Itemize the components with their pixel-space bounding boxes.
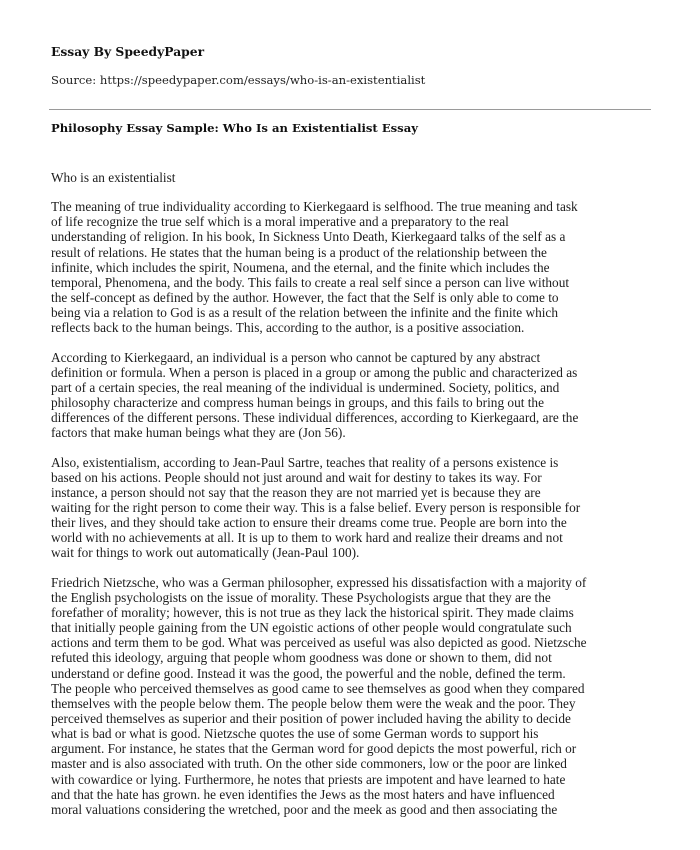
text-line: The people who perceived themselves as good came to see themselves as good when they compared (51, 680, 585, 696)
text-line: wait for things to work out automatically (Jean-Paul 100). (51, 545, 360, 561)
text-line: of life recognize the true self which is a moral imperative and a preparatory to the real (51, 214, 509, 230)
paragraph (51, 199, 657, 335)
text-line: their lives, and they should take action to ensure their dreams come true. People are born into the (51, 515, 567, 531)
text-line: temporal, Phenomena, and the body. This fails to create a real self since a person can live without (51, 274, 570, 290)
text-line: understanding of religion. In his book, In Sickness Unto Death, Kierkegaard talks of the self as a (51, 229, 566, 245)
text-line: argument. For instance, he states that the German word for good depicts the most powerful, rich or (51, 741, 577, 757)
text-line: According to Kierkegaard, an individual is a person who cannot be captured by any abstract (51, 349, 541, 365)
text-line: refuted this ideology, arguing that people whom goodness was done or shown to them, did not (51, 650, 552, 666)
text-line: definition or formula. When a person is placed in a group or among the public and characterized as (51, 364, 578, 380)
text-line: result of relations. He states that the human being is a product of the relationship between the (51, 244, 547, 260)
essay-body (51, 170, 657, 831)
text-line: moral valuations considering the wretched, poor and the meek as good and then associating the (51, 801, 558, 817)
text-line: being via a relation to God is as a result of the relation between the infinite and the finite which (51, 305, 558, 321)
text-line: Friedrich Nietzsche, who was a German philosopher, expressed his dissatisfaction with a majority of (51, 574, 587, 590)
text-line: forefather of morality; however, this is not true as they lack the historical spirit. They made claims (51, 604, 574, 620)
text-line: that initially people gaining from the UN egoistic actions of other people would congratulate such (51, 620, 572, 636)
text-line: world with no achievements at all. It is up to them to work hard and realize their dreams and not (51, 530, 563, 546)
text-line: factors that make human beings what they are (Jon 56). (51, 425, 346, 441)
essay-heading: Who is an existentialist (51, 170, 176, 185)
text-line: actions and term them to be god. What was perceived as useful was also depicted as good. Nietzsche (51, 635, 587, 651)
text-line: and that the hate has grown. he even identifies the Jews as the most haters and have influenced (51, 786, 555, 802)
text-line: themselves with the people below them. The people below them were the weak and the poor. They (51, 695, 576, 711)
text-line: what is bad or what is good. Nietzsche quotes the use of some German words to support his (51, 726, 539, 742)
text-line: reflects back to the human beings. This, according to the author, is a positive association. (51, 320, 525, 336)
text-line: perceived themselves as superior and their position of power included having the ability to decide (51, 711, 571, 726)
text-line: Also, existentialism, according to Jean-Paul Sartre, teaches that reality of a persons existence is (51, 454, 559, 470)
text-line: The meaning of true individuality according to Kierkegaard is selfhood. The true meaning and task (51, 199, 578, 215)
text-line: differences of the different persons. These individual differences, according to Kierkegaard, are the (51, 410, 579, 426)
text-line: with cowardice or lying. Furthermore, he notes that priests are impotent and have learned to hate (51, 771, 566, 787)
header-divider (49, 109, 651, 110)
text-line: waiting for the right person to come their way. This is a false belief. Every person is responsible for (51, 499, 581, 515)
text-line: instance, a person should not say that the reason they are not married yet is because they are (51, 484, 541, 500)
text-line: the English psychologists on the issue of morality. These Psychologists argue that they are the (51, 589, 551, 605)
text-line: philosophy characterize and compress human beings in groups, and this fails to bring out the (51, 395, 544, 411)
text-line: the self-concept as defined by the author. However, the fact that the Self is only able to come to (51, 290, 559, 306)
paragraph (51, 350, 657, 441)
paragraph (51, 575, 657, 818)
text-line: master and is also associated with truth. On the other side commoners, low or the poor are linked (51, 756, 567, 772)
text-line: part of a certain species, the real meaning of the individual is undermined. Society, politics, and (51, 379, 560, 395)
document-header-title: Essay By SpeedyPaper (51, 44, 205, 59)
document-source-line: Source: https://speedypaper.com/essays/who-is-an-existentialist (51, 73, 426, 87)
text-line: understand or define good. Instead it was the good, the powerful and the noble, defined the term. (51, 665, 566, 681)
text-line: based on his actions. People should not just around and wait for destiny to takes its way. For (51, 469, 542, 485)
text-line: infinite, which includes the spirit, Noumena, and the eternal, and the finite which includes the (51, 259, 550, 275)
essay-title: Philosophy Essay Sample: Who Is an Existentialist Essay (51, 121, 418, 135)
paragraph (51, 455, 657, 561)
